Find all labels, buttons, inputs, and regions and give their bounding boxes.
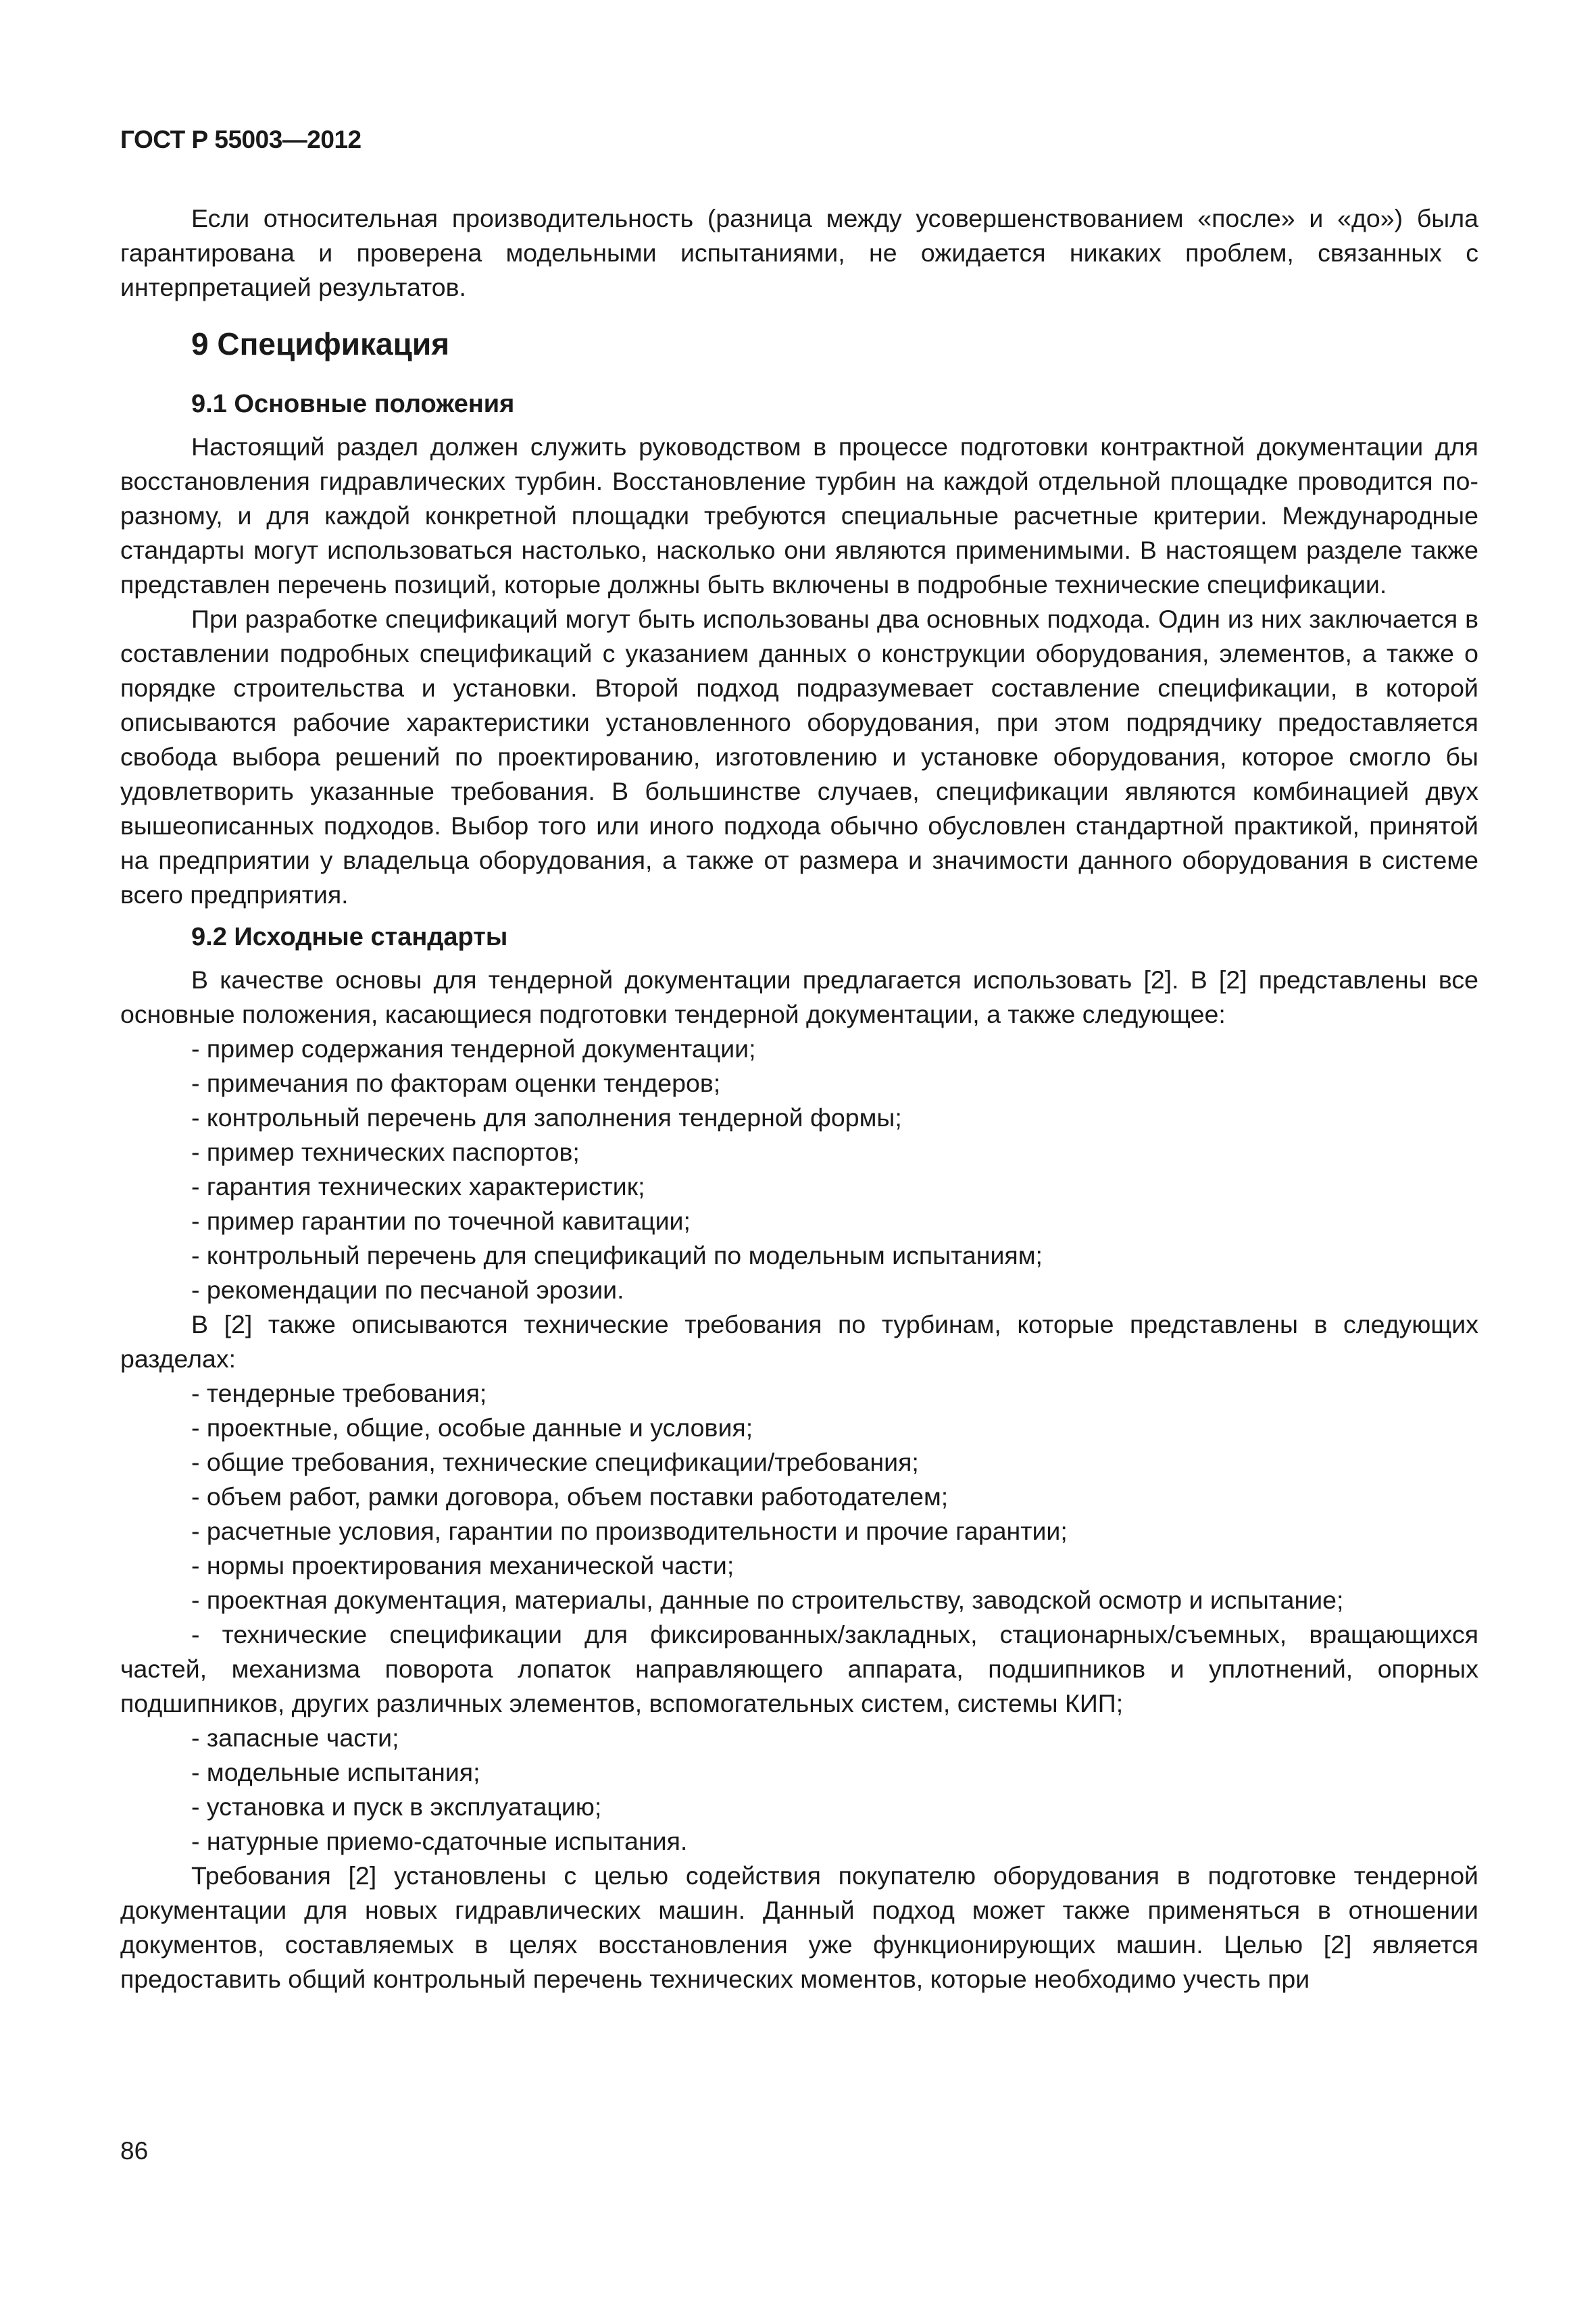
list-item: - пример содержания тендерной документации; xyxy=(191,1034,756,1063)
list-item: - гарантия технических характеристик; xyxy=(191,1172,645,1201)
list-item: - общие требования, технические спецификации/требования; xyxy=(191,1448,919,1476)
list-item: - модельные испытания; xyxy=(191,1758,480,1786)
paragraph: Требования [2] установлены с целью содействия покупателю оборудования в подготовке тендерной документации для новых гидравлических машин. Данный подход может также применяться в отношении документов, составляемых в целях восстановления уже функционирующих машин. Целью [2] является предоставить общий контрольный перечень технических моментов, которые необходимо учесть при xyxy=(120,1861,1478,1993)
paragraph: При разработке спецификаций могут быть использованы два основных подхода. Один из них заключается в составлении подробных спецификаций с указанием данных о конструкции оборудования, элементов, а также о порядке строительства и установки. Второй подход подразумевает составление спецификации, в которой описываются рабочие характеристики установленного оборудования, при этом подрядчику предоставляется свобода выбора решений по проектированию, изготовлению и установке оборудования, которое смогло бы удовлетворить указанные требования. В большинстве случаев, спецификации являются комбинацией двух вышеописанных подходов. Выбор того или иного подхода обычно обусловлен стандартной практикой, принятой на предприятии у владельца оборудования, а также от размера и значимости данного оборудования в системе всего предприятия. xyxy=(120,605,1478,909)
page-number: 86 xyxy=(120,2137,149,2165)
list-item: - технические спецификации для фиксированных/закладных, стационарных/съемных, вращающихся частей, механизма поворота лопаток направляющего аппарата, подшипников и уплотнений, опорных подшипников, других различных элементов, вспомогательных систем, системы КИП; xyxy=(120,1620,1478,1717)
list-item: - проектные, общие, особые данные и условия; xyxy=(191,1413,753,1442)
list-item: - проектная документация, материалы, данные по строительству, заводской осмотр и испытание; xyxy=(191,1586,1344,1614)
section-9-1-title: 9.1 Основные положения xyxy=(191,390,515,418)
list-item: - пример гарантии по точечной кавитации; xyxy=(191,1207,691,1235)
section-9-2-title: 9.2 Исходные стандарты xyxy=(191,923,508,951)
list-item: - рекомендации по песчаной эрозии. xyxy=(191,1276,624,1304)
list-item: - контрольный перечень для заполнения тендерной формы; xyxy=(191,1103,902,1132)
list-item: - примечания по факторам оценки тендеров; xyxy=(191,1069,721,1097)
list-item: - объем работ, рамки договора, объем поставки работодателем; xyxy=(191,1482,949,1511)
list-item: - тендерные требования; xyxy=(191,1379,487,1407)
section-9-title: 9 Спецификация xyxy=(191,326,450,361)
list-item: - натурные приемо-сдаточные испытания. xyxy=(191,1827,688,1855)
list-item: - контрольный перечень для спецификаций по модельным испытаниям; xyxy=(191,1241,1043,1269)
list-item: - расчетные условия, гарантии по производительности и прочие гарантии; xyxy=(191,1517,1068,1545)
paragraph: В [2] также описываются технические требования по турбинам, которые представлены в следующих разделах: xyxy=(120,1310,1478,1373)
list-item: - запасные части; xyxy=(191,1724,399,1752)
document-code: ГОСТ Р 55003—2012 xyxy=(120,126,361,153)
list-item: - пример технических паспортов; xyxy=(191,1138,580,1166)
paragraph: В качестве основы для тендерной документации предлагается использовать [2]. В [2] представлены все основные положения, касающиеся подготовки тендерной документации, а также следующее: xyxy=(120,965,1478,1028)
paragraph: Настоящий раздел должен служить руководством в процессе подготовки контрактной документации для восстановления гидравлических турбин. Восстановление турбин на каждой отдельной площадке проводится по-разному, и для каждой конкретной площадки требуются специальные расчетные критерии. Международные стандарты могут использоваться настолько, насколько они являются применимыми. В настоящем разделе также представлен перечень позиций, которые должны быть включены в подробные технические спецификации. xyxy=(120,432,1478,599)
list-item: - нормы проектирования механической части; xyxy=(191,1551,734,1580)
intro-paragraph: Если относительная производительность (разница между усовершенствованием «после» и «до») была гарантирована и проверена модельными испытаниями, не ожидается никаких проблем, связанных с интерпретацией результатов. xyxy=(120,204,1478,301)
list-item: - установка и пуск в эксплуатацию; xyxy=(191,1792,602,1821)
document-body xyxy=(120,201,1478,1996)
